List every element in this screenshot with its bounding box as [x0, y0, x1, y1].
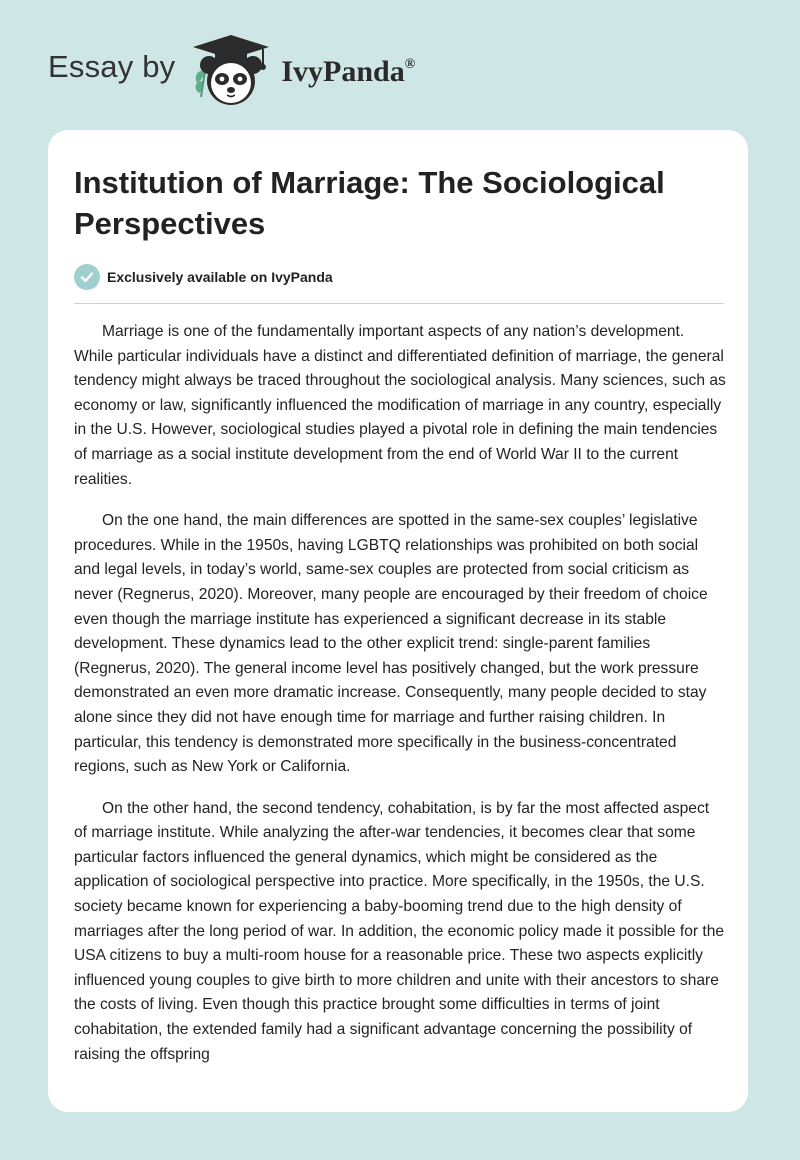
paragraph: On the one hand, the main differences are spotted in the same-sex couples’ legislative procedures. While in the 1950s, having LGBTQ relationships was prohibited on both social and legal levels, in today’s world, same-sex couples are protected from social criticism as never (Regnerus, 2020). Moreover, many people are encouraged by their freedom of choice even though the marriage institute has experienced a significant decrease in its stable development. These dynamics lead to the other explicit trend: single-parent families (Regnerus, 2020). The general income level has positively changed, but the work pressure demonstrated an even more dramatic increase. Consequently, many people decided to stay alone since they did not have enough time for marriage and further raising children. In particular, this tendency is demonstrated more specifically in the business-concentrated regions, such as New York or California.	[74, 512, 708, 776]
checkmark-icon	[74, 264, 100, 290]
brand-name[interactable]	[281, 55, 415, 89]
paragraph: Marriage is one of the fundamentally important aspects of any nation’s development. While particular individuals have a distinct and differentiated definition of marriage, the general tendency might always be traced throughout the sociological analysis. Many sciences, such as economy or law, significantly influenced the modification of marriage in any country, especially in the U.S. However, sociological studies played a pivotal role in defining the main tendencies of marriage as a social institute development from the end of World War II to the current realities.	[74, 323, 726, 488]
article-card	[48, 130, 748, 1112]
exclusive-badge	[74, 264, 333, 290]
site-header	[48, 30, 415, 110]
panda-logo-icon[interactable]	[189, 31, 273, 109]
article-body	[74, 320, 726, 1084]
divider	[74, 303, 724, 304]
registered-mark: ®	[404, 57, 416, 72]
brand-name-text: IvyPanda	[281, 55, 405, 88]
exclusive-badge-text: Exclusively available on IvyPanda	[107, 269, 333, 285]
page-title: Institution of Marriage: The Sociological Perspectives	[74, 165, 665, 241]
essay-by-label: Essay by	[48, 49, 176, 84]
paragraph: On the other hand, the second tendency, cohabitation, is by far the most affected aspect of marriage institute. While analyzing the after-war tendencies, it becomes clear that some particular factors influenced the general dynamics, which might be considered as the application of sociological perspective into practice. More specifically, in the 1950s, the U.S. society became known for experiencing a baby-booming trend due to the high density of marriages after the long period of war. In addition, the economic policy made it possible for the USA citizens to buy a multi-room house for a reasonable price. These two aspects explicitly influenced young couples to give birth to more children and unite with their ancestors to share the costs of living. Even though this practice brought some difficulties in terms of joint cohabitation, the extended family had a significant advantage concerning the possibility of raising the offspring	[74, 799, 725, 1063]
